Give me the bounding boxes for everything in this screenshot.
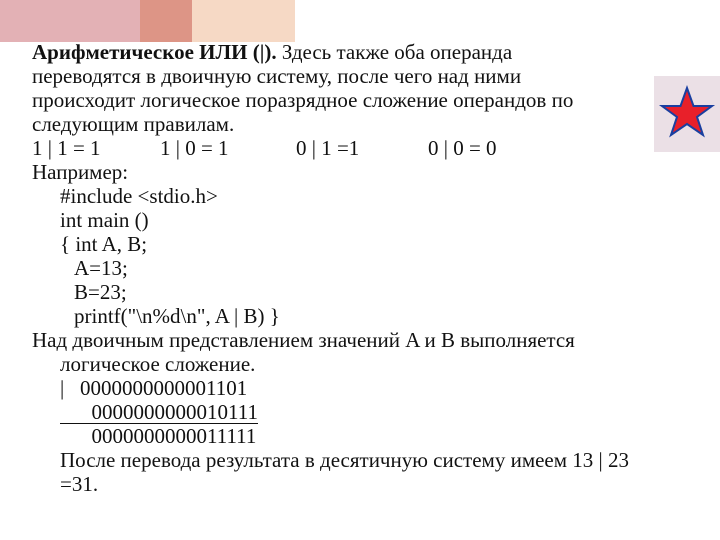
heading-bold: Арифметическое ИЛИ (|). [32,40,277,64]
code-line: int main () [60,208,149,232]
code-line: #include <stdio.h> [60,184,218,208]
rule-4: 0 | 0 = 0 [428,136,497,160]
code-line: { int A, B; [60,232,148,256]
code-line: B=23; [74,280,127,304]
conclusion-line: После перевода результата в десятичную систему имеем 13 | 23 [60,448,629,472]
binary-b-row [32,400,662,424]
binary-result: 0000000000011111 [91,424,257,448]
conclusion-line: =31. [60,472,99,496]
rule-3: 0 | 1 =1 [296,136,360,160]
example-label: Например: [32,160,129,184]
result-text-line: Над двоичным представлением значений A и B выполняется [32,328,575,352]
slide-content [32,40,662,496]
rule-1: 1 | 1 = 1 [32,136,101,160]
heading-line [32,40,662,64]
result-text-line: логическое сложение. [60,352,256,376]
header-stripe-pink [0,0,140,42]
para-line: переводятся в двоичную систему, после чего над ними [32,64,522,88]
red-star-icon [654,76,720,152]
binary-operator: | [60,376,65,400]
code-line: printf("\n%d\n", A | B) } [74,304,280,328]
or-rules [32,136,662,160]
header-stripe-salmon [140,0,192,42]
code-line: A=13; [74,256,128,280]
binary-a-row [32,376,662,400]
binary-b-underlined [60,401,258,424]
header-stripe-peach [192,0,295,42]
para-line: происходит логическое поразрядное сложение операндов по [32,88,574,112]
binary-b: 0000000000010111 [91,400,258,424]
rule-2: 1 | 0 = 1 [160,136,229,160]
binary-result-row [32,424,662,448]
heading-rest: Здесь также оба операнда [276,40,513,64]
binary-a: 0000000000001101 [79,376,248,400]
para-line: следующим правилам. [32,112,235,136]
star-panel [654,76,720,152]
